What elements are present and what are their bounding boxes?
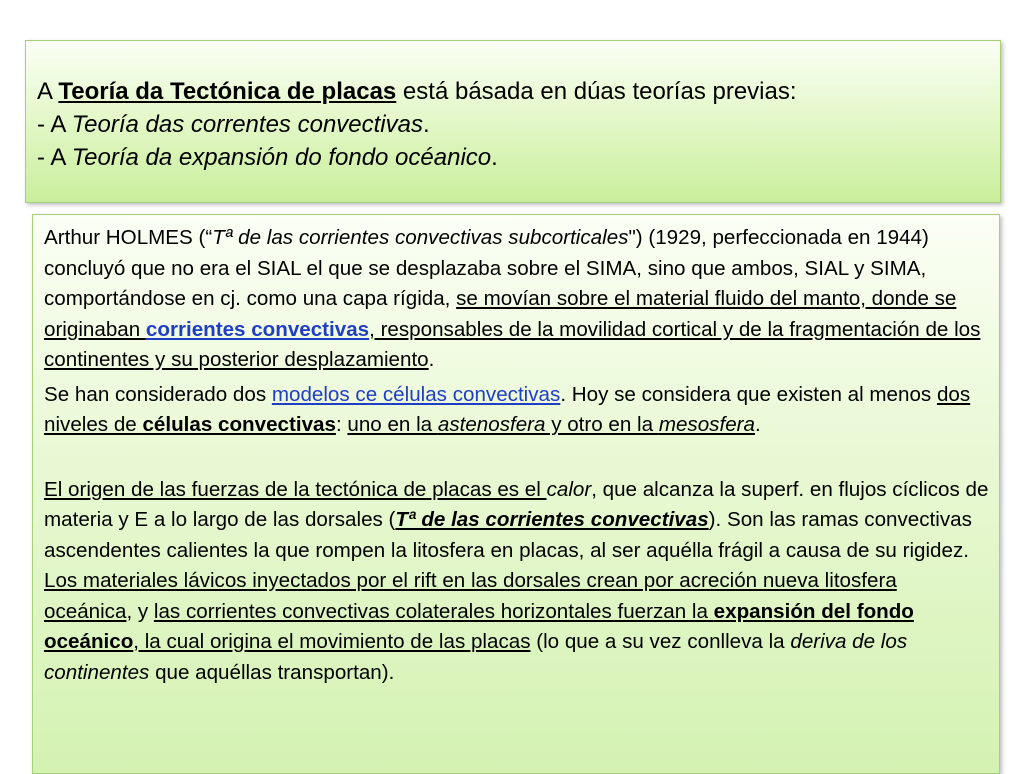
- text: , que alcanza la superf. en flujos cíclicos de materia y E a lo largo de las dorsales (: [44, 477, 989, 531]
- text: .: [428, 348, 435, 371]
- title-italic: Teoría da expansión do fondo océanico: [71, 144, 492, 171]
- underlined-text: El origen de las fuerzas de la tectónica de placas es el: [44, 477, 547, 501]
- underlined-text: uno en la: [347, 413, 438, 436]
- content-panel: [32, 214, 1000, 774]
- corrientes-convectivas-link[interactable]: corrientes convectivas: [145, 317, 370, 341]
- title-text: .: [422, 111, 430, 138]
- bold-underlined-text: expansión del fondo oceánico: [44, 599, 914, 653]
- underlined-text: las corrientes convectivas colaterales horizontales fuerzan la: [153, 599, 714, 623]
- italic-underlined-text: astenosfera: [437, 413, 546, 436]
- text: . Hoy se considera que existen al menos: [560, 382, 937, 406]
- bold-underlined-text: células convectivas: [142, 413, 336, 436]
- text: :: [335, 413, 348, 436]
- underlined-text: y otro en la: [545, 413, 659, 436]
- title-text: - A: [37, 111, 72, 138]
- title-text: .: [491, 144, 498, 171]
- italic-text: deriva de los continentes: [44, 630, 908, 684]
- underlined-text: Los materiales lávicos inyectados por el rift en las dorsales crean por acreción nueva litosfera oceánica: [44, 569, 897, 623]
- text: Arthur HOLMES (“: [44, 226, 213, 249]
- text: .: [754, 413, 761, 436]
- title-text: - A: [37, 144, 72, 171]
- title-italic: Teoría das correntes convectivas: [71, 111, 423, 138]
- title-text: A: [37, 78, 59, 105]
- underlined-text: responsables de la movilidad cortical y de la fragmentación de los continentes y su posterior desplazamiento: [44, 317, 981, 371]
- italic-text: calor: [546, 477, 592, 501]
- text: ") (1929, perfeccionada en 1944) concluyó que no era el SIAL el que se desplazaba sobre el SIMA, sino que ambos, SIAL y SIMA, comportándose en cj. como una capa rígida,: [44, 226, 929, 310]
- underlined-text: se movían sobre el material fluido del manto, donde se originaban: [44, 287, 957, 341]
- underlined-text: ,: [369, 317, 381, 341]
- text: (lo que a su vez conlleva la: [530, 630, 791, 653]
- paragraph-origin: [44, 475, 989, 567]
- title-line-3: [37, 141, 1000, 174]
- underlined-text: dos niveles de: [44, 382, 971, 436]
- paragraph-holmes: [44, 223, 989, 376]
- title-line-1: [37, 75, 1000, 108]
- title-text: está básada en dúas teorías previas:: [396, 78, 797, 105]
- paragraph-models: [44, 380, 989, 441]
- italic-underlined-text: mesosfera: [658, 413, 755, 436]
- text: , y: [126, 599, 154, 623]
- text: Se han considerado dos: [44, 382, 272, 406]
- title-emphasis: Teoría da Tectónica de placas: [58, 78, 397, 105]
- modelos-celulas-link[interactable]: modelos ce células convectivas: [271, 382, 561, 406]
- text: ). Son las ramas convectivas ascendentes calientes la que rompen la litosfera en placas, al ser aquélla frágil a causa de su rigidez.: [44, 508, 972, 562]
- text: que aquéllas transportan).: [149, 660, 395, 684]
- underlined-text: , la cual origina el movimiento de las placas: [133, 630, 531, 653]
- title-line-2: [37, 108, 1000, 141]
- title-panel: [25, 40, 1001, 203]
- italic-text: Tª de las corrientes convectivas subcorticales: [212, 226, 629, 249]
- bold-italic-underlined-text: Tª de las corrientes convectivas: [395, 508, 709, 531]
- paragraph-expansion: [44, 566, 989, 688]
